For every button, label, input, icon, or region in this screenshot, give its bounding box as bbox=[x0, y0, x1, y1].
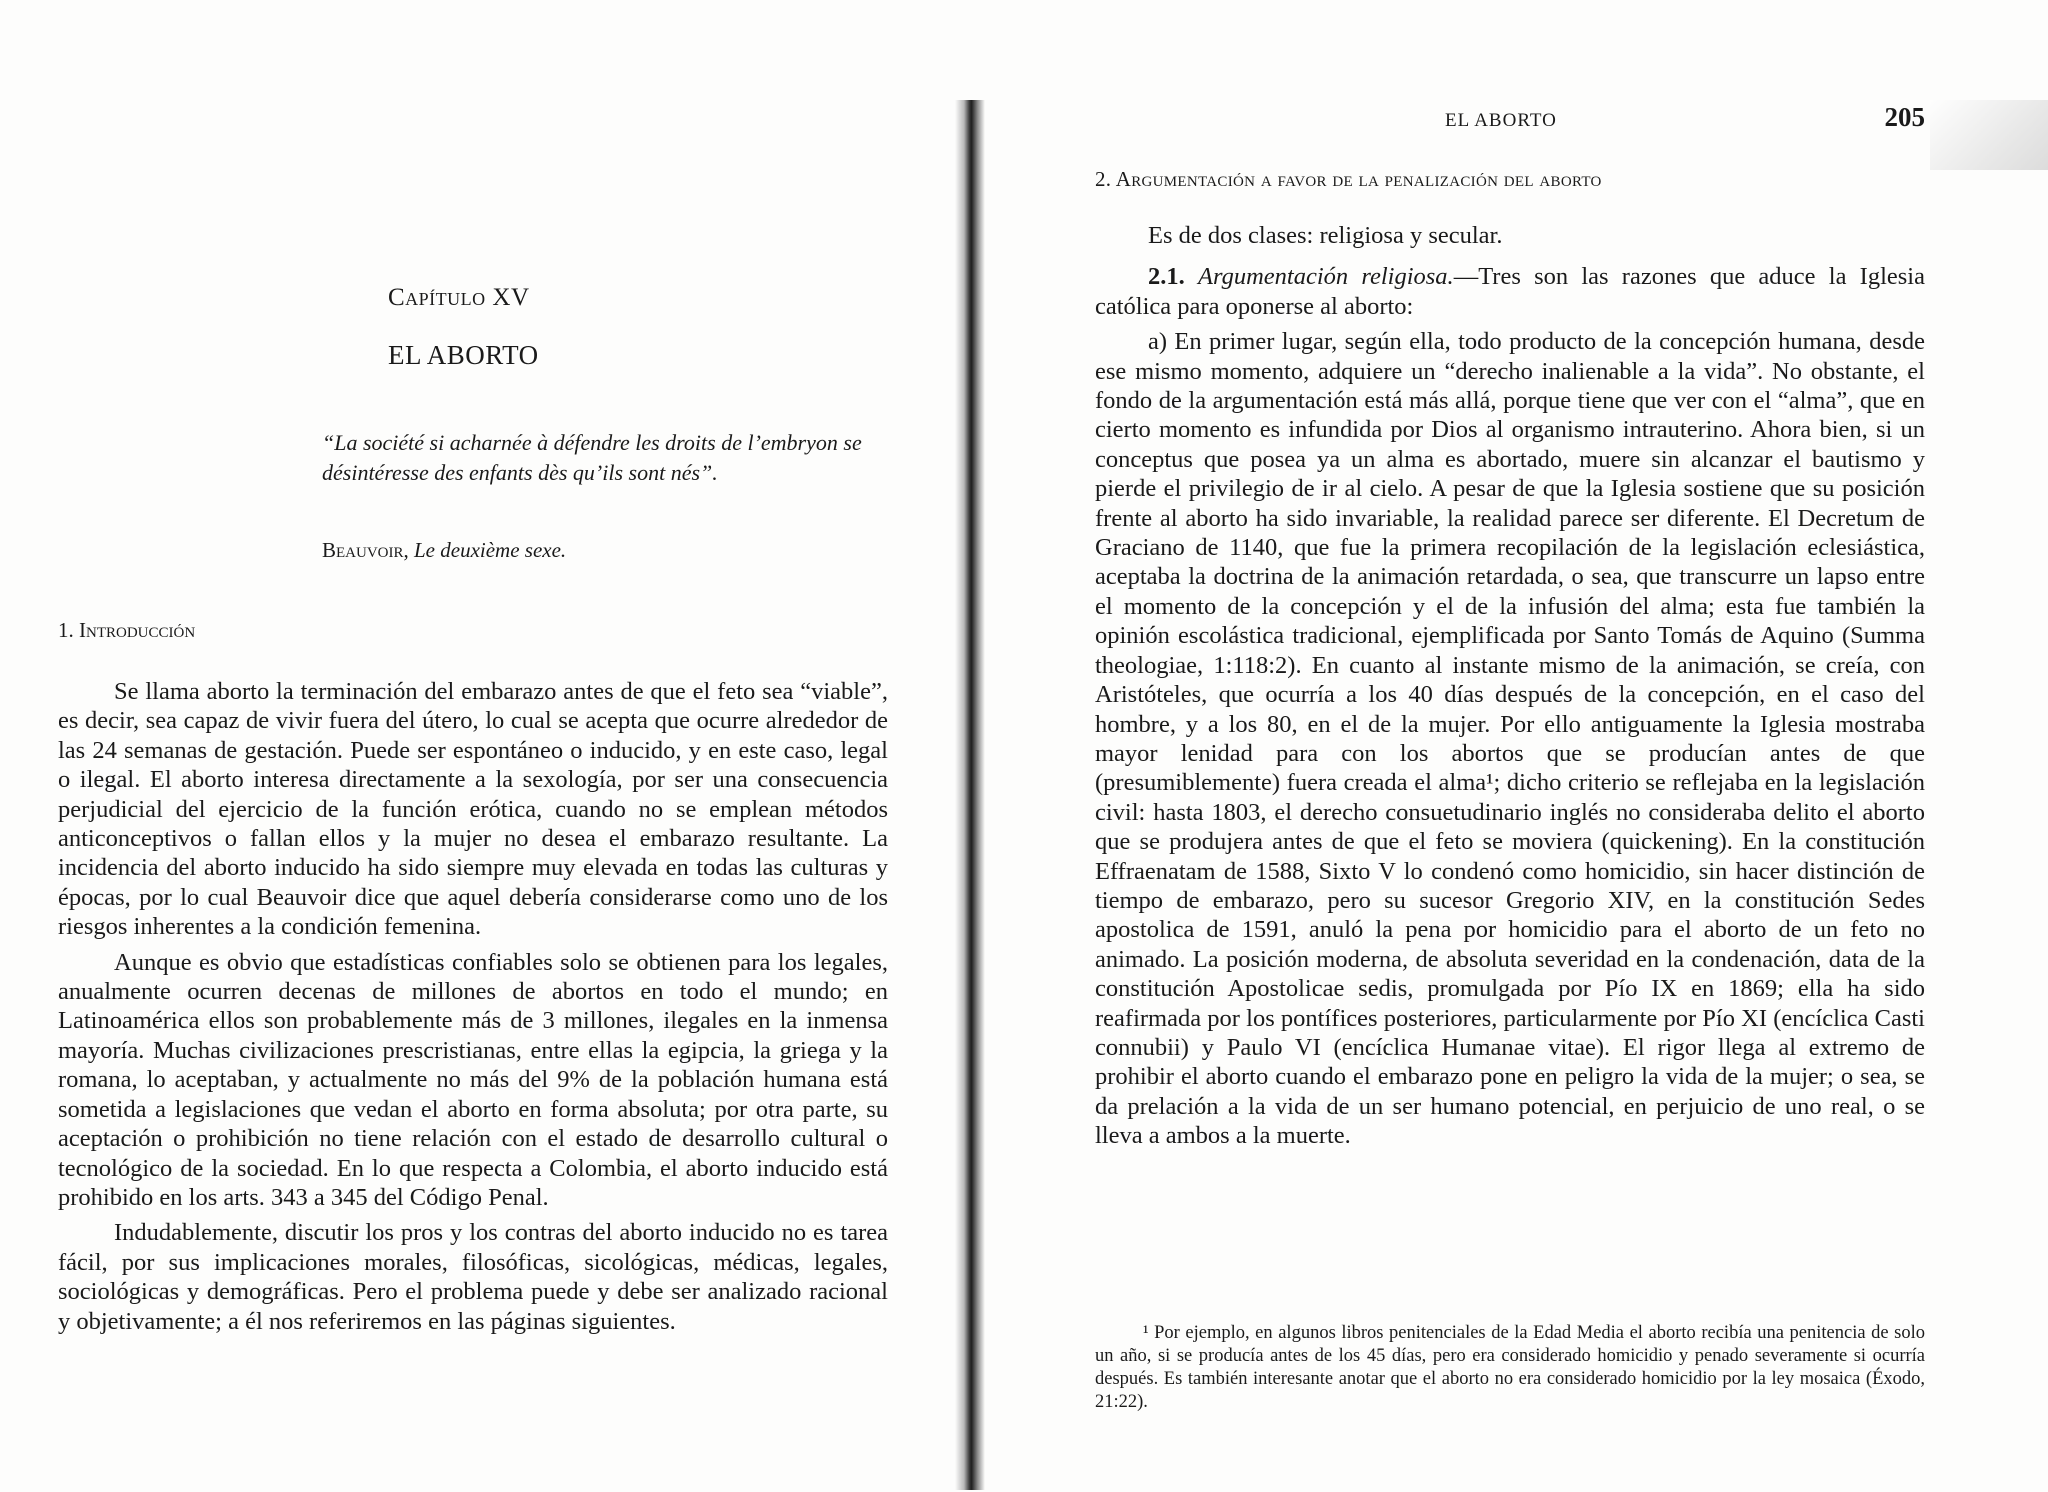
body-paragraph-intro: Es de dos clases: religiosa y secular. bbox=[1148, 222, 1503, 249]
body-paragraph: Indudablemente, discutir los pros y los contras del aborto inducido no es tarea fácil, por sus implicaciones morales, filosóficas, sicológicas, médicas, legales, sociológicas y demográficas. Pero el problema puede y debe ser analizado racional y objetivamente; a él nos referiremos en las páginas siguientes. bbox=[58, 1219, 888, 1335]
left-page bbox=[58, 0, 888, 1492]
running-head: EL ABORTO bbox=[1445, 110, 1557, 131]
epigraph-source bbox=[322, 538, 942, 563]
epigraph-work: Le deuxième sexe. bbox=[414, 538, 567, 562]
section-heading-introduccion: 1. Introducción bbox=[58, 618, 196, 642]
epigraph-quote: “La société si acharnée à défendre les droits de l’embryon se désintéresse des enfants dès qu’ils sont nés”. bbox=[322, 430, 862, 485]
left-body-text bbox=[58, 677, 888, 1342]
body-paragraph-a: a) En primer lugar, según ella, todo producto de la concepción humana, desde ese mismo momento, adquiere un “derecho inalienable a la vida”. No obstante, el fondo de la argumentación está más allá, porque tiene que ver con el “alma”, que en cierto momento es infundida por Dios al organismo intrauterino. Ahora bien, si un conceptus que posea ya un alma es abortado, muere sin alcanzar el bautismo y pierde el privilegio de ir al cielo. A pesar de que la Iglesia sostiene que su posición frente al aborto ha sido invariable, la realidad parece ser diferente. El Decretum de Graciano de 1140, que fue la primera recopilación de la legislación eclesiástica, aceptaba la doctrina de la animación retardada, o sea, que transcurre un lapso entre el momento de la concepción y el de la infusión del alma; esta fue también la opinión escolástica tradicional, ejemplificada por Santo Tomás de Aquino (Summa theologiae, 1:118:2). En cuanto al instante mismo de la animación, se creía, con Aristóteles, que ocurría a los 40 días después de la concepción, en el caso del hombre, y a los 80, en el de la mujer. Por ello antiguamente la Iglesia mostraba mayor lenidad para con los abortos que se producían antes de que (presumiblemente) fuera creada el alma¹; dicho criterio se reflejaba en la legislación civil: hasta 1803, el derecho consuetudinario inglés no consideraba delito el aborto que se produjera antes de que el feto se moviera (quickening). En la constitución Effraenatam de 1588, Sixto V lo condenó como homicidio, sin hacer distinción de tiempo de embarazo, pero su sucesor Gregorio XIV, en la constitución Sedes apostolica de 1591, anuló la pena por homicidio para el aborto de un feto no animado. La posición moderna, de absoluta severidad en la condenación, data de la constitución Apostolicae sedis, promulgada por Pío IX en 1869; ella ha sido reafirmada por los pontífices posteriores, particularmente por Pío XI (encíclica Casti connubii) y Paulo VI (encíclica Humanae vitae). El rigor llega al extremo de prohibir el aborto cuando el embarazo pone en peligro la vida de la mujer; o sea, se da prelación a la vida de un ser humano potencial, en perjuicio de uno real, o se lleva a ambos a la muerte. bbox=[1095, 328, 1925, 1150]
right-page bbox=[1095, 0, 1925, 1492]
chapter-label-number: XV bbox=[492, 284, 530, 311]
subsection-text: —Tres son las razones que aduce la Iglesia católica para oponerse al aborto: bbox=[1095, 263, 1925, 320]
body-paragraph: Se llama aborto la terminación del embarazo antes de que el feto sea “viable”, es decir, sea capaz de vivir fuera del útero, lo cual se acepta que ocurre alrededor de las 24 semanas de gestación. Puede ser espontáneo o inducido, y en este caso, legal o ilegal. El aborto interesa directamente a la sexología, por ser una consecuencia perjudicial del ejercicio de la función erótica, cuando no se emplean métodos anticonceptivos o fallan ellos y la mujer no desea el embarazo resultante. La incidencia del aborto inducido ha sido siempre muy elevada en todas las culturas y épocas, por lo cual Beauvoir dice que aquel debería considerarse como uno de los riesgos inherentes a la condición femenina. bbox=[58, 678, 888, 941]
page-number: 205 bbox=[1884, 102, 1925, 132]
epigraph-author: Beauvoir, bbox=[322, 538, 409, 562]
scan-corner-shadow bbox=[1930, 100, 2048, 170]
section-heading-argumentacion: 2. Argumentación a favor de la penalización del aborto bbox=[1095, 167, 1602, 191]
subsection-number: 2.1. bbox=[1148, 263, 1185, 291]
chapter-label-word: Capítulo bbox=[388, 284, 486, 311]
right-body-text bbox=[1095, 221, 1925, 1163]
book-gutter bbox=[955, 100, 985, 1490]
body-paragraph: Aunque es obvio que estadísticas confiables solo se obtienen para los legales, anualmente ocurren decenas de millones de abortos en todo el mundo; en Latinoamérica ellos son probablemente más de 3 millones, ilegales en la inmensa mayoría. Muchas civilizaciones prescristianas, entre ellas la egipcia, la griega y la romana, lo aceptaban, y actualmente no más del 9% de la población humana está sometida a legislaciones que vedan el aborto en forma absoluta; por otra parte, su aceptación o prohibición no tiene relación con el estado de desarrollo cultural o tecnológico de la sociedad. En lo que respecta a Colombia, el aborto inducido está prohibido en los arts. 343 a 345 del Código Penal. bbox=[58, 948, 888, 1211]
footnote: ¹ Por ejemplo, en algunos libros penitenciales de la Edad Media el aborto recibía una penitencia de solo un año, si se producía antes de los 45 días, pero era considerado homicidio y penado severamente si ocurría después. Es también interesante anotar que el aborto no era considerado homicidio por la ley mosaica (Éxodo, 21:22). bbox=[1095, 1323, 1925, 1412]
subsection-title: Argumentación religiosa. bbox=[1197, 263, 1454, 291]
chapter-title: EL ABORTO bbox=[388, 340, 539, 370]
chapter-label bbox=[388, 284, 828, 312]
subsection-paragraph bbox=[1095, 262, 1925, 321]
